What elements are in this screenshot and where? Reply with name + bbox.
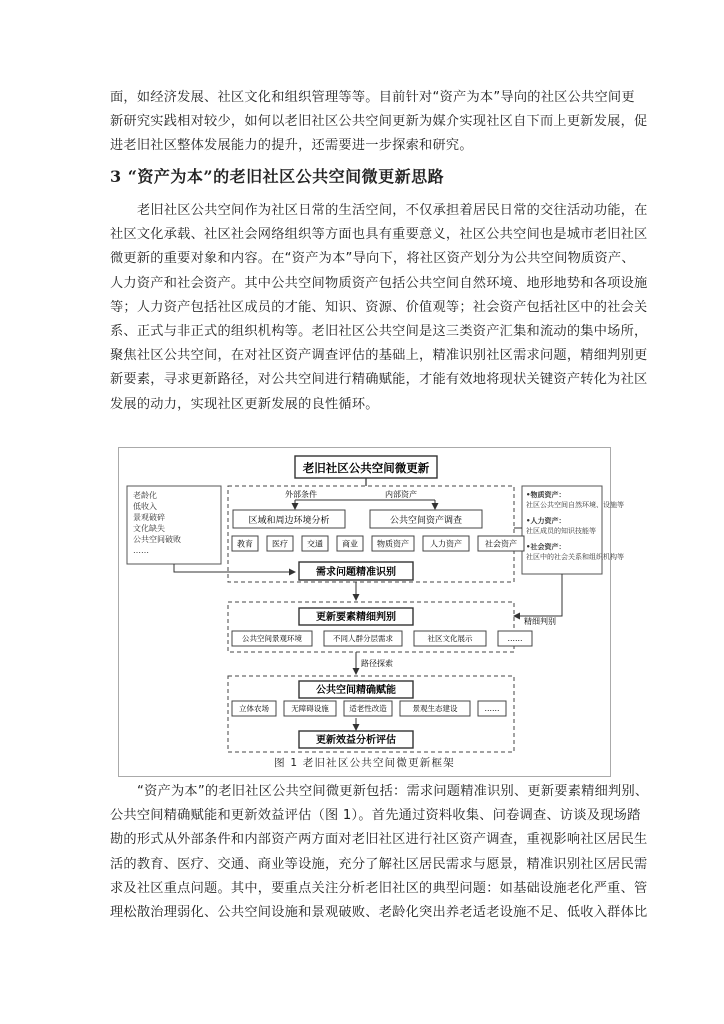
item-label: 立体农场 xyxy=(239,704,269,714)
item-label: 适老性改造 xyxy=(349,704,387,714)
item-label: 无障碍设施 xyxy=(291,704,329,714)
external-label: 外部条件 xyxy=(285,490,317,499)
item-label: 不同人群分层需求 xyxy=(333,634,393,644)
text-line: 求及社区重点问题。其中，要重点关注分析老旧社区的典型问题：如基础设施老化严重、管 xyxy=(110,880,648,896)
text-line: 人力资产和社会资产。其中公共空间物质资产包括公共空间自然环境、地形地势和各项设施 xyxy=(110,275,648,291)
asset-head: •社会资产： xyxy=(526,543,566,551)
category-row xyxy=(232,536,524,551)
text-line: 面，如经济发展、社区文化和组织管理等等。目前针对“资产为本”导向的社区公共空间更 xyxy=(110,90,635,105)
item-label: 公共空间景观环境 xyxy=(242,634,302,644)
item-label: 景观生态建设 xyxy=(412,704,458,714)
step3-text: 公共空间精确赋能 xyxy=(316,685,396,696)
item-label: 社会资产 xyxy=(485,539,517,549)
item-label: 医疗 xyxy=(272,539,288,549)
issue-item: 老龄化 xyxy=(133,491,157,500)
item-label: 商业 xyxy=(342,539,358,549)
path-label: 路径探索 xyxy=(361,659,393,668)
title-text: 老旧社区公共空间微更新 xyxy=(302,461,430,475)
framework-figure xyxy=(118,447,624,777)
item-label: 交通 xyxy=(307,539,323,549)
text-line: 社区文化承载、社区社会网络组织等方面也具有重要意义，社区公共空间也是城市老旧社区 xyxy=(110,227,648,243)
item-label: 教育 xyxy=(237,539,253,549)
survey-text: 公共空间资产调查 xyxy=(389,516,463,526)
issue-item: 景观破碎 xyxy=(133,513,165,522)
item-label: …… xyxy=(507,634,523,644)
item-label: 社区文化展示 xyxy=(427,634,473,644)
text-line: 进老旧社区整体发展能力的提升，还需要进一步探索和研究。 xyxy=(110,138,473,154)
step4-text: 更新效益分析评估 xyxy=(316,735,396,746)
item-label: 人力资产 xyxy=(430,539,462,549)
asset-body: 社区公共空间自然环境、设施等 xyxy=(526,501,624,509)
issues-connector xyxy=(174,564,295,572)
internal-label: 内部资产 xyxy=(385,490,417,499)
text-line: 新研究实践相对较少，如何以老旧社区公共空间更新为媒介实现社区自下而上更新发展，促 xyxy=(110,114,648,130)
section-heading: 3 “资产为本”的老旧社区公共空间微更新思路 xyxy=(110,167,445,186)
step2-items xyxy=(232,631,532,646)
asset-head: •物质资产： xyxy=(526,491,566,499)
issue-item: …… xyxy=(133,546,149,555)
section-paragraph xyxy=(110,199,648,417)
text-line: 勘的形式从外部条件和内部资产两方面对老旧社区进行社区资产调查，重视影响社区居民生 xyxy=(110,832,648,848)
step3-items xyxy=(232,701,506,716)
item-label: …… xyxy=(484,704,500,714)
text-line: 等；人力资产包括社区成员的才能、知识、资源、价值观等；社会资产包括社区中的社会关 xyxy=(110,299,648,315)
asset-body: 社区中的社会关系和组织机构等 xyxy=(526,553,624,561)
text-line: 理松散治理弱化、公共空间设施和景观破败、老龄化突出养老适老设施不足、低收入群体比 xyxy=(110,905,648,921)
framework-diagram xyxy=(119,448,624,778)
asset-body: 社区成员的知识技能等 xyxy=(526,527,596,535)
issue-item: 公共空间破败 xyxy=(133,535,181,544)
fine-label: 精细判别 xyxy=(524,617,556,626)
step2-text: 更新要素精细判别 xyxy=(316,612,396,623)
fine-connector xyxy=(514,574,562,616)
text-line: 系、正式与非正式的组织机构等。老旧社区公共空间是这三类资产汇集和流动的集中场所， xyxy=(110,324,648,340)
text-line: 发展的动力，实现社区更新发展的良性循环。 xyxy=(110,396,379,412)
text-line: 微更新的重要对象和内容。在“资产为本”导向下，将社区资产划分为公共空间物质资产、 xyxy=(110,251,635,267)
asset-head: •人力资产： xyxy=(526,517,566,525)
text-line: “资产为本”的老旧社区公共空间微更新包括：需求问题精准识别、更新要素精细判别、 xyxy=(137,784,649,799)
intro-paragraph xyxy=(110,86,648,159)
text-line: 公共空间精确赋能和更新效益评估（图 1）。首先通过资料收集、问卷调查、访谈及现场踏 xyxy=(110,808,641,824)
text-line: 聚焦社区公共空间，在对社区资产调查评估的基础上，精准识别社区需求问题，精细判别更 xyxy=(110,348,648,364)
issue-item: 文化缺失 xyxy=(133,524,165,533)
analysis-text: 区域和周边环境分析 xyxy=(248,516,330,526)
text-line: 老旧社区公共空间作为社区日常的生活空间，不仅承担着居民日常的交往活动功能，在 xyxy=(137,203,648,218)
text-line: 活的教育、医疗、交通、商业等设施，充分了解社区居民需求与愿景，精准识别社区居民需 xyxy=(110,856,648,872)
text-line: 新要素，寻求更新路径，对公共空间进行精确赋能，才能有效地将现状关键资产转化为社区 xyxy=(110,372,648,388)
item-label: 物质资产 xyxy=(377,539,409,549)
figure-caption: 图 1 老旧社区公共空间微更新框架 xyxy=(274,757,455,769)
closing-paragraph xyxy=(110,780,649,925)
issue-item: 低收入 xyxy=(133,502,157,511)
step1-text: 需求问题精准识别 xyxy=(316,567,396,578)
